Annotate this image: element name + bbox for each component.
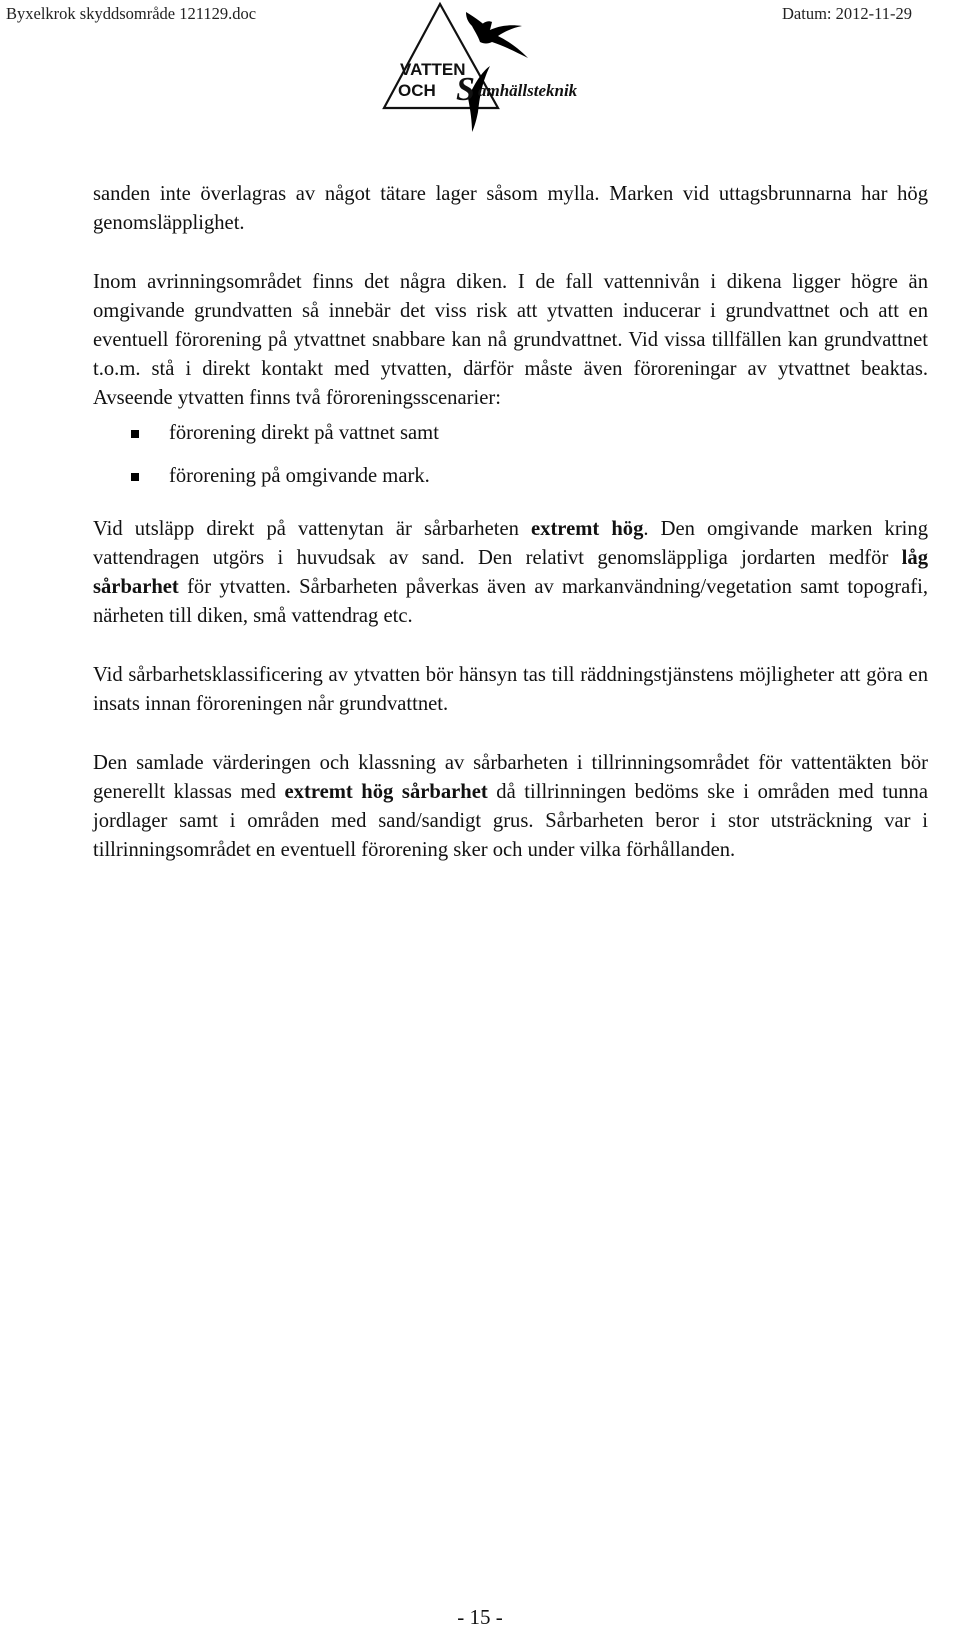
logo-text-och: OCH (398, 81, 436, 100)
list-item-text: förorening på omgivande mark. (169, 465, 430, 487)
scenario-list (93, 419, 928, 491)
company-logo (380, 0, 610, 135)
bullet-square-icon (131, 430, 139, 438)
header-date: Datum: 2012-11-29 (782, 4, 912, 23)
list-item-text: förorening direkt på vattnet samt (169, 422, 439, 444)
logo-text-s: S (456, 71, 475, 108)
paragraph-2: Inom avrinningsområdet finns det några diken. I de fall vattennivån i dikena ligger högre än omgivande grundvatten så innebär det viss risk att ytvatten inducerar i grundvattnet och att en eventuell förorening på ytvattnet snabbare kan nå grundvattnet. Vid vissa tillfällen kan grundvattnet t.o.m. stå i direkt kontakt med ytvatten, därför måste även föroreningar av ytvattnet beaktas. Avseende ytvatten finns två föroreningsscenarier: (93, 271, 928, 409)
header-filename: Byxelkrok skyddsområde 121129.doc (6, 4, 257, 23)
bird-icon (466, 12, 528, 58)
text-run: . Den omgivande marken kring vattendragen utgörs i huvudsak av sand. Den relativt genomsläppliga jordarten medför (93, 518, 928, 569)
text-run: Vid utsläpp direkt på vattenytan är sårbarheten (93, 518, 532, 540)
paragraph-3 (93, 515, 928, 631)
document-body (93, 180, 928, 895)
paragraph-1: sanden inte överlagras av något tätare lager såsom mylla. Marken vid uttagsbrunnarna har hög genomsläpplighet. (93, 183, 928, 234)
logo-text-vatten: VATTEN (400, 60, 466, 79)
page-number: - 15 - (457, 1605, 503, 1629)
list-item (93, 419, 928, 448)
paragraph-5 (93, 749, 928, 865)
list-item (93, 462, 928, 491)
text-run: Den samlade värderingen och klassning av sårbarheten i tillrinningsområdet för vattentäkten bör generellt klassas med (93, 752, 928, 803)
paragraph-4: Vid sårbarhetsklassificering av ytvatten bör hänsyn tas till räddningstjänstens möjligheter att göra en insats innan föroreningen når grundvattnet. (93, 664, 928, 715)
emphasis-extremt-hog-sarbarhet: extremt hög sårbarhet (284, 781, 488, 803)
text-run: då tillrinningen bedöms ske i områden med tunna jordlager samt i områden med sand/sandigt grus. Sårbarheten beror i stor utsträckning var i tillrinningsområdet en eventuell förorening sker och under vilka förhållanden. (93, 781, 928, 861)
bullet-square-icon (131, 473, 139, 481)
text-run: för ytvatten. Sårbarheten påverkas även av markanvändning/vegetation samt topografi, närheten till diken, små vattendrag etc. (93, 576, 928, 627)
emphasis-extremt-hog: extremt hög (531, 518, 644, 540)
emphasis-lag-sarbarhet: låg sårbarhet (93, 547, 928, 598)
logo-text-samhallsteknik: amhällsteknik (478, 81, 578, 100)
